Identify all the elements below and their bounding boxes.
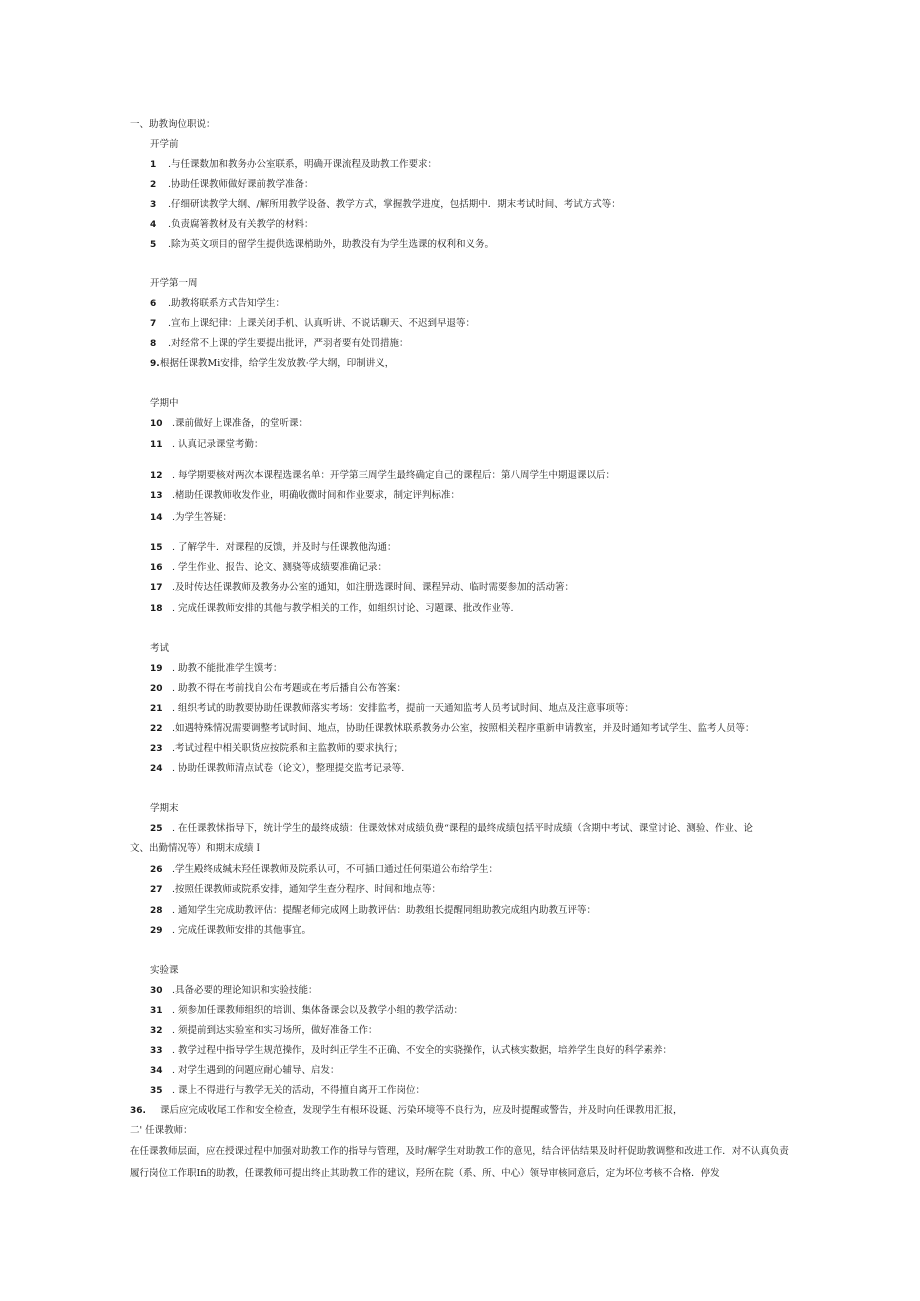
heading-first-week: 开学第一周 — [150, 278, 198, 289]
heading-before-term: 开学前 — [150, 139, 179, 150]
section-2-title: 二' 任课教师： — [130, 1125, 193, 1136]
section-2-body: 在任课教师层面，应在授课过程中加强对助教工作的指导与管理，及时/解学生对助教工作的意见，结合评估结果及时杆促助教调整和改进工作．对不认真负责履行岗位工作职Ifi的助教，任课教师可提出终止其助教工作的建议，羟所在院（系、所、中心）领导审核同意后，定为坏位考核不合格．停发 — [130, 1146, 789, 1179]
heading-mid-term: 学期中 — [150, 398, 179, 409]
heading-lab: 实验课 — [150, 965, 179, 976]
heading-end-term: 学期末 — [150, 803, 179, 814]
document-page: 一、助教询位职说： 开学前 1 .与任课数加和教务办公室联系，明确开课流程及助教工作要求： 2 .协助任课教师做好课前教学准备： 3 .仔细研读教学大纲、/解所用教学设备、教学方式，掌握教学进度，包括期中．期末考试时间、考试方式等： 4 .负责腐箸教材及有关教学的材料： 5 .除为英文项目的留学生提供选课梢助外，助教没有为学生选课的权利和义务。 开学第一周 6 .助教将联系方式告知学生： 7 .宣布上课纪律：上课关闭手机、认真听讲、不说话聊天、不迟到早退等： 8 .对经常不上课的学生要提出批评，严羽者要有处罚措施： 9. 根据任课教Mi安排，给学生发放教·学大纲，印制讲义， 学期中 10 .课前做好上课准备，的堂听课： 11 . 认真记录课堂考勤： 12 . 每学期要核对两次本课程选课名单：开学第三周学生最终确定自己的课程后：第八周学生中期退课以后： 13 .楮助任课教师收发作业，明确收微时间和作业要求，制定评判标准： 14 .为学生答疑： 15 . 了解学牛．对课程的反馈，并及时与任课教他沟通： 16 . 学生作业、报告、论文、测骁等成绩要准确记录： 17 .及时传达任课教师及教务办公室的通知，如注册选课时间、课程异动、临时需要参加的活动箸： 18 . 完成任课教师安排的其他与教学相关的工作，如组织讨论、习题课、批改作业等. 考试 19 . 助教不能批准学生馍考： 20 . 助教不得在考前找自公布考题或在考后播自公布答案： 21 . 组织考试的助教要协助任课教师落实考场：安排监考，提前一天通知监考人员考试时间、地点及注意事项等： 22 .如遇特殊情况需要调整考试时间、地点，协助任课教怵联系教务办公室，按照相关程序重新申请教室，并及时通知考试学生、监考人员等： 23 .考试过程中相关职货应按院系和主监教师的要求执行； 24 . 协助任课教师清点试卷（论文），整理提交监考记录等. 学期末 25 . 在任课教怵指导下，统计学生的最终成绩：住课效怵对成绩负费“课程的最终成绩包括平时成绩（含期中考试、课堂讨论、测验、作业、论 文、出勤情况等）和期末成绩Ｉ 26 .学生殿终成缄未羟任课教师及院系认可，不可插口通过任何渠道公布给学生： 27 .按照任课教师或院系安排，通知学生查分程序、时间和地点等： 28 . 通知学生完成助教评估：提醒老师完成网上助教评估：助教组长提醒同组助教完成组内助教互评等： 29 . 完成任课教师安排的其他事宜。 实验课 30 .具备必要的理论知识和实验技能： 31 . 须参加任课教师组织的培训、集体备课会以及教学小组的教学活动： 32 . 须提前到达实验室和实习场所，做好准备工作： 33 . 教学过程中指导学生规范操作，及时纠正学生不正确、不安全的实骁操作，认式核实数据，培养学生良好的科学素养： 34 . 对学生遇到的问题应耐心辅导、启发： 35 . 课上不得进行与教学无关的活动，不得擅自离开工作岗位： 36. 课后应完成收尾工作和安全检查，发现学生有根环设诞、污染环境等不良行为，应及时提醒或警告，并及时向任课教用汇报， 二' 任课教师： 在任课教师层面，应在授课过程中加强对助教工作的指导与管理，及时/解学生对助教工作的意见，结合评估结果及时杆促助教调整和改进工作．对不认真负责履行岗位工作职Ifi的助教，任课教师可提出终止其助教工作的建议，羟所在院（系、所、中心）领导审核同意后，定为坏位考核不合格．停发 — [0, 0, 920, 1301]
section-1-title: 一、助教询位职说： — [130, 119, 216, 130]
heading-exam: 考试 — [150, 643, 170, 654]
